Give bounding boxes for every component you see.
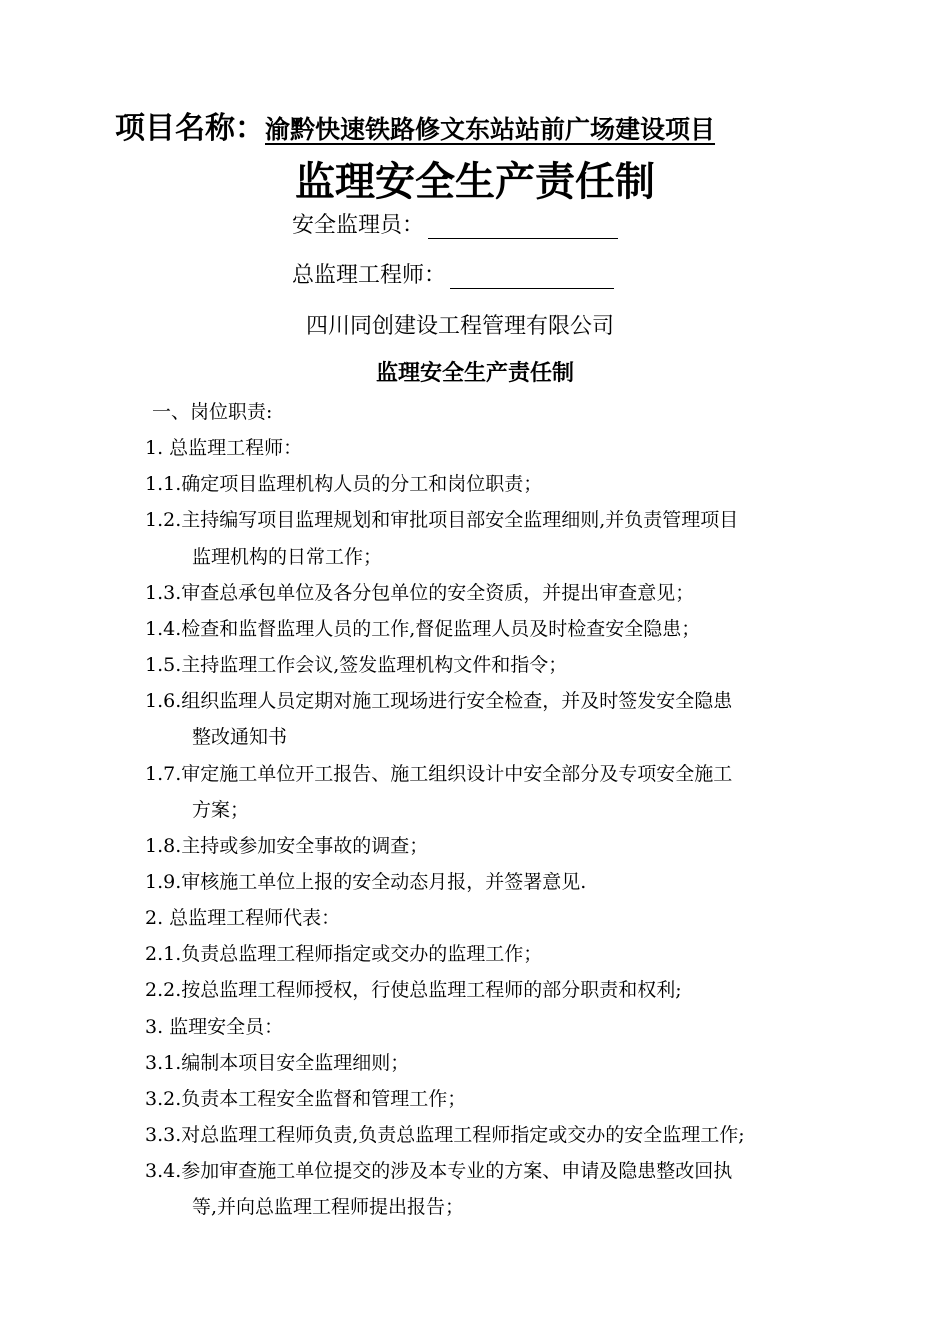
paragraph-line: 2.2.按总监理工程师授权，行使总监理工程师的部分职责和权利;	[145, 979, 682, 1001]
paragraph-line: 3.2.负责本工程安全监督和管理工作；	[145, 1088, 467, 1110]
paragraph-line: 整改通知书	[192, 726, 288, 748]
paragraph-line: 1.5.主持监理工作会议,签发监理机构文件和指令；	[145, 654, 568, 676]
paragraph-line: 3. 监理安全员：	[145, 1016, 284, 1038]
project-name: 渝黔快速铁路修文东站站前广场建设项目	[265, 115, 716, 144]
paragraph-line: 方案；	[192, 799, 250, 821]
section-title: 监理安全生产责任制	[375, 361, 574, 386]
paragraph-line: 1.4.检查和监督监理人员的工作,督促监理人员及时检查安全隐患；	[145, 618, 701, 640]
paragraph-line: 监理机构的日常工作；	[192, 546, 383, 568]
paragraph-line: 1.6.组织监理人员定期对施工现场进行安全检查，并及时签发安全隐患	[145, 690, 733, 712]
paragraph-line: 等,并向总监理工程师提出报告；	[192, 1196, 465, 1218]
paragraph-line: 1.2.主持编写项目监理规划和审批项目部安全监理细则,并负责管理项目	[145, 509, 739, 531]
company-name: 四川同创建设工程管理有限公司	[305, 314, 614, 339]
paragraph-line: 2.1.负责总监理工程师指定或交办的监理工作；	[145, 943, 543, 965]
paragraph-line: 1. 总监理工程师：	[145, 437, 303, 459]
project-label: 项目名称：	[115, 111, 265, 146]
signature-line	[428, 216, 618, 239]
project-name-line	[115, 103, 715, 147]
signature-line	[450, 266, 614, 289]
safety-supervisor-signature	[292, 208, 618, 239]
paragraph-line: 3.4.参加审查施工单位提交的涉及本专业的方案、申请及隐患整改回执	[145, 1160, 733, 1182]
paragraph-line: 1.1.确定项目监理机构人员的分工和岗位职责；	[145, 473, 543, 495]
paragraph-line: 1.9.审核施工单位上报的安全动态月报，并签署意见.	[145, 871, 587, 893]
paragraph-line: 1.7.审定施工单位开工报告、施工组织设计中安全部分及专项安全施工	[145, 763, 733, 785]
paragraph-line: 2. 总监理工程师代表：	[145, 907, 341, 929]
paragraph-line: 3.1.编制本项目安全监理细则；	[145, 1052, 410, 1074]
safety-supervisor-label: 安全监理员：	[292, 213, 425, 238]
paragraph-line: 一、岗位职责:	[152, 401, 273, 423]
chief-engineer-label: 总监理工程师：	[292, 263, 447, 288]
document-title: 监理安全生产责任制	[295, 159, 655, 205]
paragraph-line: 1.8.主持或参加安全事故的调查；	[145, 835, 429, 857]
paragraph-line: 1.3.审查总承包单位及各分包单位的安全资质，并提出审查意见；	[145, 582, 695, 604]
chief-engineer-signature	[292, 258, 614, 289]
paragraph-line: 3.3.对总监理工程师负责,负责总监理工程师指定或交办的安全监理工作;	[145, 1124, 745, 1146]
